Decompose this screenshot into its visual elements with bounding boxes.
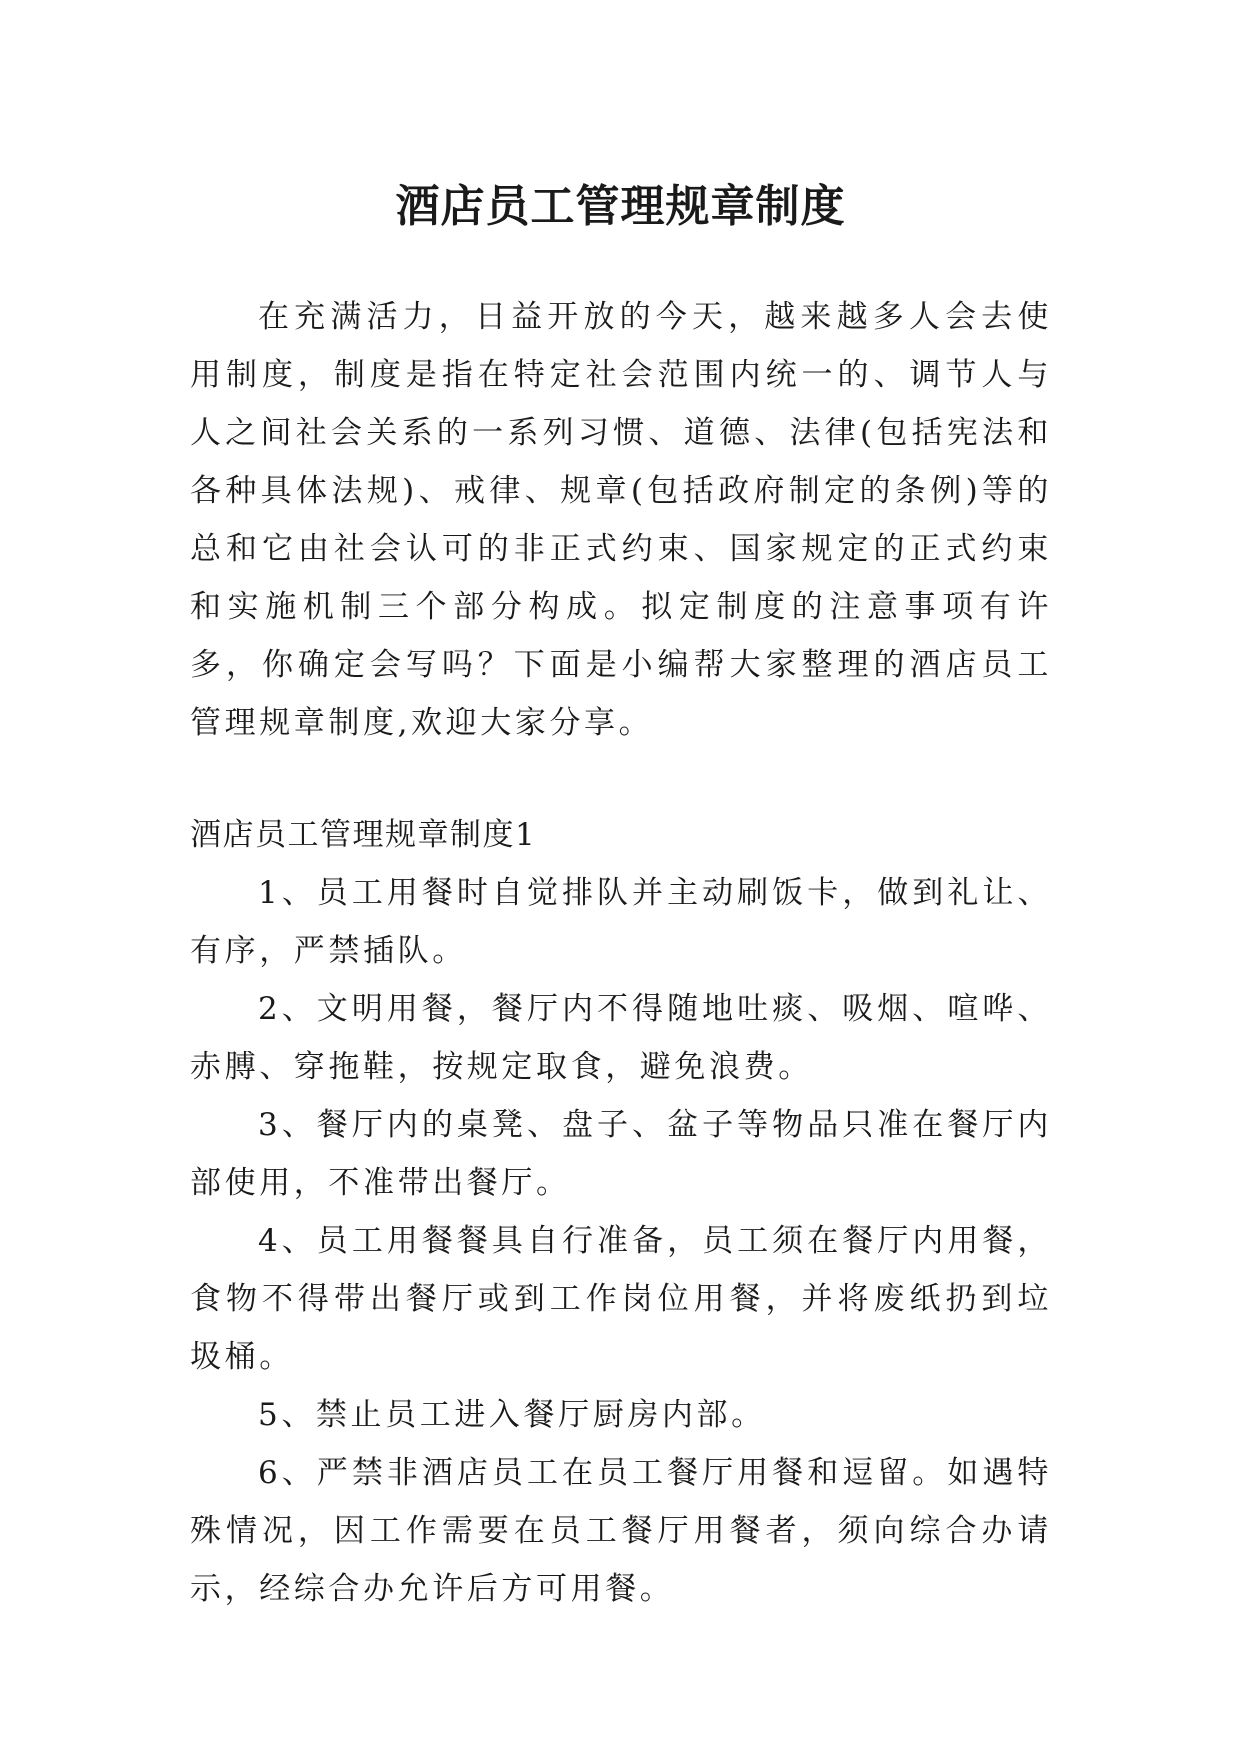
section-heading: 酒店员工管理规章制度1 bbox=[190, 817, 537, 853]
rule-item-6: 6、严禁非酒店员工在员工餐厅用餐和逗留。如遇特殊情况，因工作需要在员工餐厅用餐者，须向综合办请示，经综合办允许后方可用餐。 bbox=[190, 1455, 1052, 1607]
rule-item-5: 5、禁止员工进入餐厅厨房内部。 bbox=[258, 1397, 766, 1433]
rule-item-2: 2、文明用餐，餐厅内不得随地吐痰、吸烟、喧哗、赤膊、穿拖鞋，按规定取食，避免浪费。 bbox=[190, 991, 1052, 1085]
intro-paragraph: 在充满活力，日益开放的今天，越来越多人会去使用制度，制度是指在特定社会范围内统一的、调节人与人之间社会关系的一系列习惯、道德、法律(包括宪法和各种具体法规)、戒律、规章(包括政府制定的条例)等的总和它由社会认可的非正式约束、国家规定的正式约束和实施机制三个部分构成。拟定制度的注意事项有许多，你确定会写吗？下面是小编帮大家整理的酒店员工管理规章制度,欢迎大家分享。 bbox=[190, 299, 1052, 741]
rule-item-4: 4、员工用餐餐具自行准备，员工须在餐厅内用餐，食物不得带出餐厅或到工作岗位用餐，并将废纸扔到垃圾桶。 bbox=[190, 1223, 1052, 1375]
rule-item-1: 1、员工用餐时自觉排队并主动刷饭卡，做到礼让、有序，严禁插队。 bbox=[190, 875, 1052, 969]
document-title: 酒店员工管理规章制度 bbox=[395, 181, 846, 233]
document-body bbox=[190, 288, 1052, 1618]
rule-item-3: 3、餐厅内的桌凳、盘子、盆子等物品只准在餐厅内部使用，不准带出餐厅。 bbox=[190, 1107, 1052, 1201]
